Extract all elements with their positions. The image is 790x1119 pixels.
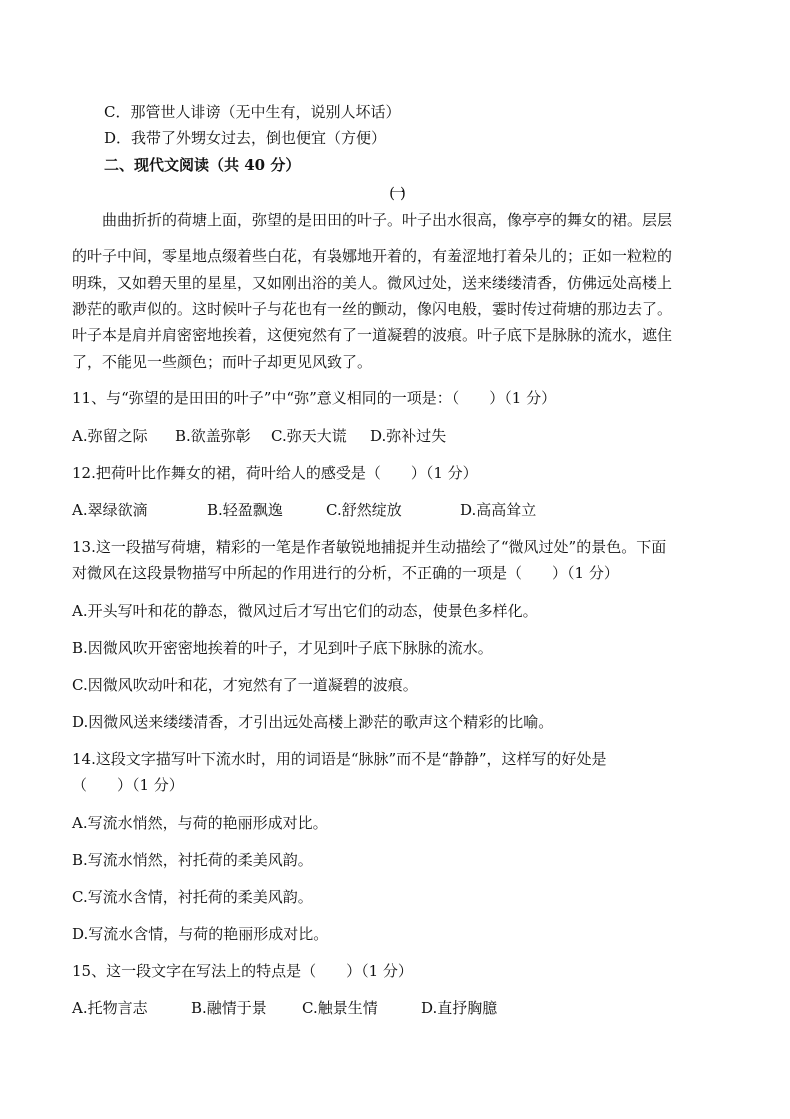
q12-option-a: A.翠绿欲滴 xyxy=(72,501,148,519)
q12-option-b: B.轻盈飘逸 xyxy=(207,501,283,519)
option-d-prev: D．我带了外甥女过去，倒也便宜（方便） xyxy=(104,129,387,147)
q15-option-c: C.触景生情 xyxy=(302,999,378,1017)
passage-line: 渺茫的歌声似的。这时候叶子与花也有一丝的颤动，像闪电般，霎时传过荷塘的那边去了。 xyxy=(72,300,673,318)
part-label: (一) xyxy=(389,184,401,202)
q13-stem-line-2: 对微风在这段景物描写中所起的作用进行的分析，不正确的一项是（ ）（1 分） xyxy=(72,564,619,582)
q12-option-c: C.舒然绽放 xyxy=(326,501,402,519)
passage-line: 曲曲折折的荷塘上面，弥望的是田田的叶子。叶子出水很高，像亭亭的舞女的裙。层层 xyxy=(72,211,673,229)
q11-option-a: A.弥留之际 xyxy=(72,427,148,445)
q13-option-a: A.开头写叶和花的静态，微风过后才写出它们的动态，使景色多样化。 xyxy=(72,602,538,620)
q11-option-b: B.欲盖弥彰 xyxy=(175,427,251,445)
q13-option-c: C.因微风吹动叶和花，才宛然有了一道凝碧的波痕。 xyxy=(72,676,418,694)
section-title: 二、现代文阅读（共 40 分） xyxy=(104,156,301,174)
passage-line: 叶子本是肩并肩密密地挨着，这便宛然有了一道凝碧的波痕。叶子底下是脉脉的流水，遮住 xyxy=(72,326,673,344)
q14-stem-line-1: 14.这段文字描写叶下流水时，用的词语是“脉脉”而不是“静静”，这样写的好处是 xyxy=(72,750,607,768)
passage-line: 明珠，又如碧天里的星星，又如刚出浴的美人。微风过处，送来缕缕清香，仿佛远处高楼上 xyxy=(72,274,673,292)
option-c-prev: C．那管世人诽谤（无中生有，说别人坏话） xyxy=(104,103,401,121)
passage-line: 的叶子中间，零星地点缀着些白花，有袅娜地开着的，有羞涩地打着朵儿的；正如一粒粒的 xyxy=(72,247,673,265)
q13-option-b: B.因微风吹开密密地挨着的叶子，才见到叶子底下脉脉的流水。 xyxy=(72,639,493,657)
q14-option-b: B.写流水悄然，衬托荷的柔美风韵。 xyxy=(72,851,313,869)
q12-stem: 12.把荷叶比作舞女的裙，荷叶给人的感受是（ ）（1 分） xyxy=(72,464,478,482)
q11-option-c: C.弥天大谎 xyxy=(271,427,347,445)
passage-line: 了，不能见一些颜色；而叶子却更见风致了。 xyxy=(72,353,373,371)
q15-option-b: B.融情于景 xyxy=(191,999,267,1017)
q11-stem: 11、与“弥望的是田田的叶子”中“弥”意义相同的一项是：（ ）（1 分） xyxy=(72,389,557,407)
q13-option-d: D.因微风送来缕缕清香，才引出远处高楼上渺茫的歌声这个精彩的比喻。 xyxy=(72,713,554,731)
q15-option-a: A.托物言志 xyxy=(72,999,148,1017)
q14-option-a: A.写流水悄然，与荷的艳丽形成对比。 xyxy=(72,814,328,832)
q11-option-d: D.弥补过失 xyxy=(370,427,447,445)
q15-option-d: D.直抒胸臆 xyxy=(421,999,498,1017)
q13-stem-line-1: 13.这一段描写荷塘，精彩的一笔是作者敏锐地捕捉并生动描绘了“微风过处”的景色。下面 xyxy=(72,538,667,556)
q14-option-d: D.写流水含情，与荷的艳丽形成对比。 xyxy=(72,925,329,943)
q14-stem-line-2: （ ）（1 分） xyxy=(72,776,184,794)
q15-stem: 15、这一段文字在写法上的特点是（ ）（1 分） xyxy=(72,962,413,980)
q12-option-d: D.高高耸立 xyxy=(460,501,537,519)
q14-option-c: C.写流水含情，衬托荷的柔美风韵。 xyxy=(72,888,313,906)
